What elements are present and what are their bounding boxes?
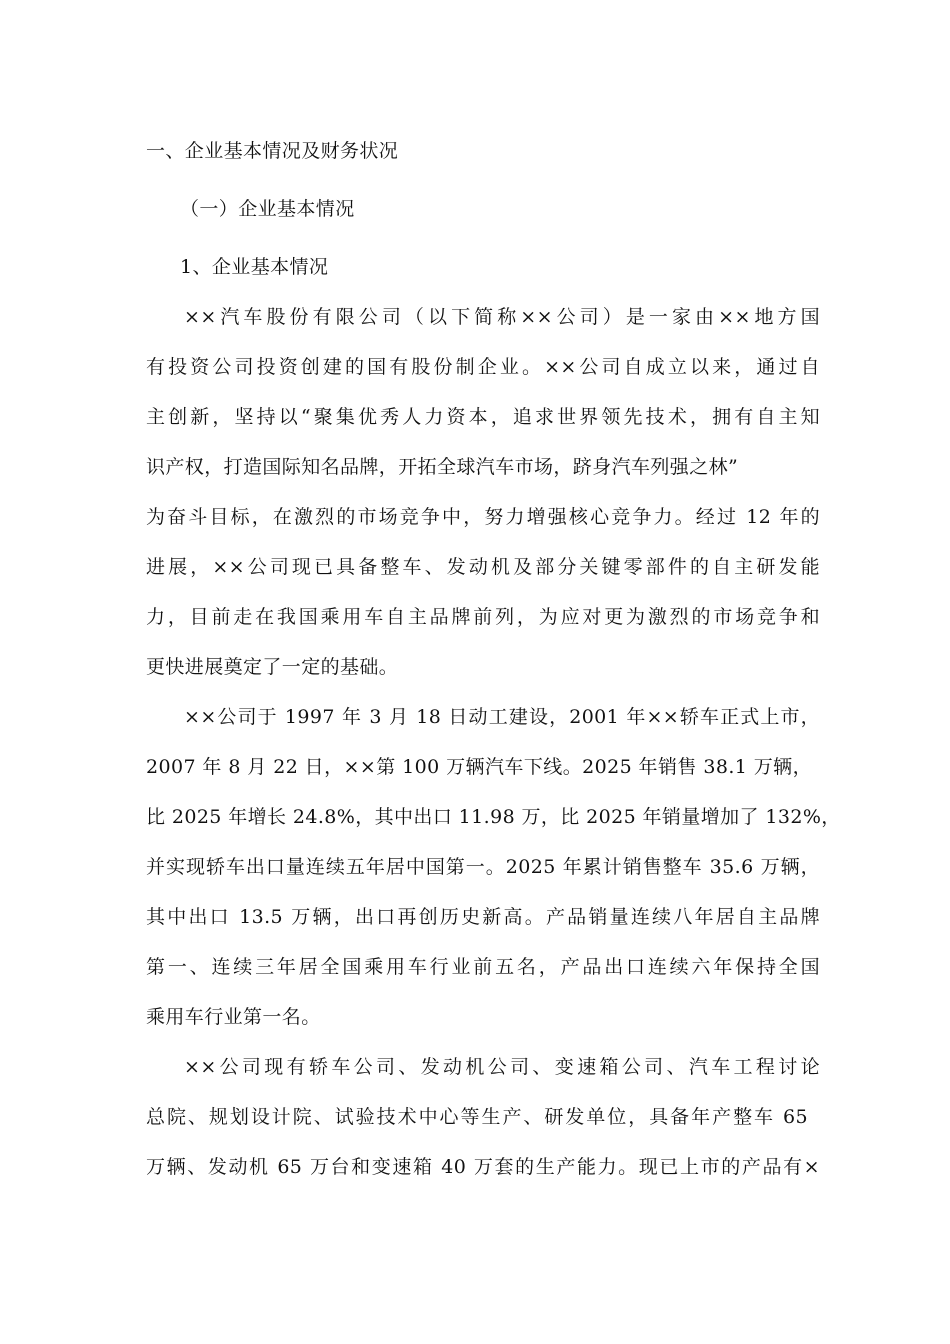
- paragraph-line: 万辆、发动机 65 万台和变速箱 40 万套的生产能力。现已上市的产品有×: [146, 1156, 820, 1178]
- paragraph-line: ××公司现有轿车公司、发动机公司、变速箱公司、汽车工程讨论: [184, 1056, 820, 1078]
- subsection-heading: （一）企业基本情况: [180, 198, 355, 220]
- paragraph-line: 更快进展奠定了一定的基础。: [146, 656, 399, 678]
- paragraph-line: 其中出口 13.5 万辆，出口再创历史新高。产品销量连续八年居自主品牌: [146, 906, 820, 928]
- paragraph-line: 第一、连续三年居全国乘用车行业前五名，产品出口连续六年保持全国: [146, 956, 820, 978]
- item-heading: 1、企业基本情况: [180, 256, 329, 278]
- paragraph-line: 乘用车行业第一名。: [146, 1006, 321, 1028]
- paragraph-line: 总院、规划设计院、试验技术中心等生产、研发单位，具备年产整车 65: [146, 1106, 808, 1128]
- paragraph-line: 并实现轿车出口量连续五年居中国第一。2025 年累计销售整车 35.6 万辆，: [146, 856, 820, 878]
- paragraph-line: 2007 年 8 月 22 日，××第 100 万辆汽车下线。2025 年销售 38.1 万辆，: [146, 756, 812, 778]
- paragraph-line: 比 2025 年增长 24.8%，其中出口 11.98 万，比 2025 年销量增加了 132%，: [146, 806, 841, 828]
- paragraph-line: ××汽车股份有限公司（以下简称××公司）是一家由××地方国: [184, 306, 820, 328]
- paragraph-line: 有投资公司投资创建的国有股份制企业。××公司自成立以来，通过自: [146, 356, 820, 378]
- section-heading: 一、企业基本情况及财务状况: [146, 140, 399, 162]
- paragraph-line: 力，目前走在我国乘用车自主品牌前列，为应对更为激烈的市场竞争和: [146, 606, 820, 628]
- paragraph-line: 为奋斗目标，在激烈的市场竞争中，努力增强核心竞争力。经过 12 年的: [146, 506, 820, 528]
- paragraph-line: ××公司于 1997 年 3 月 18 日动工建设，2001 年××轿车正式上市，: [184, 706, 820, 728]
- paragraph-line: 识产权，打造国际知名品牌，开拓全球汽车市场，跻身汽车列强之林”: [146, 456, 739, 478]
- paragraph-line: 进展，××公司现已具备整车、发动机及部分关键零部件的自主研发能: [146, 556, 820, 578]
- paragraph-line: 主创新，坚持以“聚集优秀人力资本，追求世界领先技术，拥有自主知: [146, 406, 820, 428]
